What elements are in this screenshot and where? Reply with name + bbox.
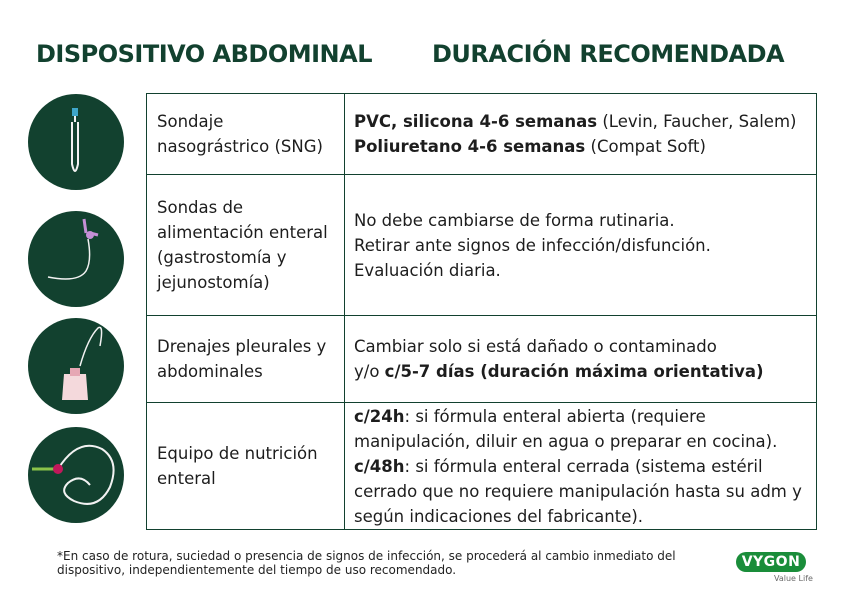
column-title-device: DISPOSITIVO ABDOMINAL — [36, 40, 373, 68]
footnote: *En caso de rotura, suciedad o presencia de signos de infección, se procederá al cambio inmediato del dispositivo, independientemente del tiempo de uso recomendado. — [57, 549, 676, 577]
device-cell: Equipo de nutrición enteral — [147, 403, 345, 530]
device-cell: Sondas de alimentación enteral (gastrostomía y jejunostomía) — [147, 175, 345, 316]
nasogastric-tube-icon — [28, 94, 124, 190]
column-title-duration: DURACIÓN RECOMENDADA — [432, 40, 785, 68]
duration-cell: PVC, silicona 4-6 semanas (Levin, Faucher, Salem) Poliuretano 4-6 semanas (Compat Soft) — [345, 94, 817, 175]
feeding-tube-icon — [28, 211, 124, 307]
duration-table — [146, 93, 817, 530]
logo-brand: VYGON — [736, 552, 806, 572]
nutrition-set-icon — [28, 427, 124, 523]
device-cell: Sondaje nasográstrico (SNG) — [147, 94, 345, 175]
table-row — [147, 175, 817, 316]
logo-tagline: Value Life — [774, 574, 813, 583]
duration-cell: c/24h: si fórmula enteral abierta (requiere manipulación, diluir en agua o preparar en cocina). c/48h: si fórmula enteral cerrada (sistema estéril cerrado que no requiere manipulación hasta su adm y según indicaciones del fabricante). — [345, 403, 817, 530]
vygon-logo — [736, 552, 816, 586]
table-row — [147, 94, 817, 175]
table-row — [147, 316, 817, 403]
drainage-bag-icon — [28, 318, 124, 414]
duration-cell: No debe cambiarse de forma rutinaria. Retirar ante signos de infección/disfunción. Evaluación diaria. — [345, 175, 817, 316]
duration-cell: Cambiar solo si está dañado o contaminado y/o c/5-7 días (duración máxima orientativa) — [345, 316, 817, 403]
table-row — [147, 403, 817, 530]
device-cell: Drenajes pleurales y abdominales — [147, 316, 345, 403]
